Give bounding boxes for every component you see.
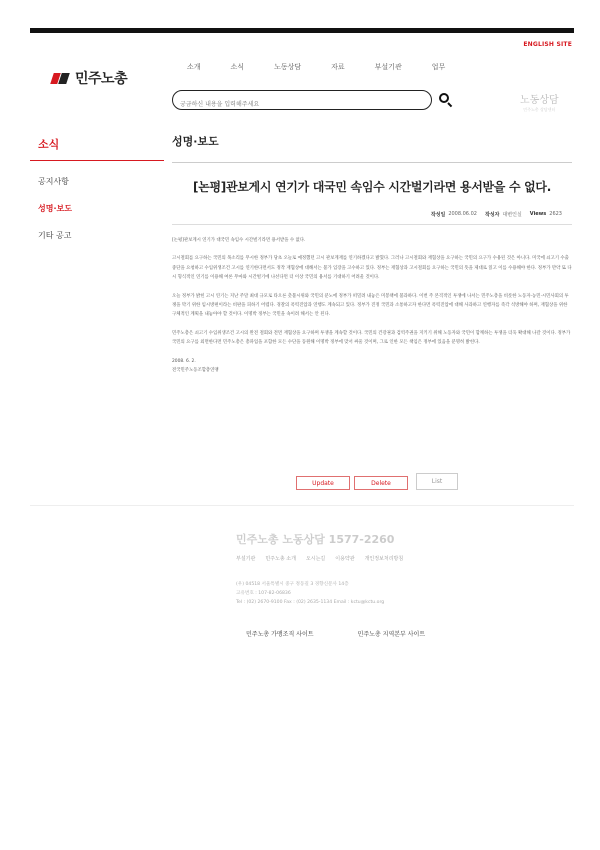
list-button[interactable]: List bbox=[416, 473, 458, 490]
page-title-divider bbox=[172, 162, 572, 163]
labor-counsel-link[interactable] bbox=[520, 91, 559, 113]
article-title: [논평]관보게시 연기가 대국민 속임수 시간벌기라면 용서받을 수 없다. bbox=[193, 180, 551, 194]
nav-item-resources[interactable]: 자료 bbox=[331, 63, 345, 71]
footer-link-intro[interactable]: 민주노총 소개 bbox=[265, 556, 296, 562]
labor-counsel-title: 노동상담 bbox=[520, 95, 559, 106]
footer-title: 민주노총 노동상담 1577-2260 bbox=[236, 533, 395, 546]
signature-date: 2008. 6. 2. bbox=[172, 358, 196, 364]
footer-contact: Tel : (02) 2670-9100 Fax : (02) 2635-1134 Email : kctu@kctu.org bbox=[236, 600, 385, 605]
footer-divider bbox=[30, 505, 574, 506]
views-label: Views bbox=[529, 211, 547, 217]
sidebar-title: 소식 bbox=[38, 138, 60, 151]
footer-link-affiliates[interactable]: 부설기관 bbox=[236, 556, 256, 562]
logo-text: 민주노총 bbox=[75, 71, 128, 87]
delete-button[interactable]: Delete bbox=[354, 476, 408, 490]
top-bar bbox=[30, 28, 574, 33]
logo-mark-icon bbox=[52, 71, 72, 85]
update-button[interactable]: Update bbox=[296, 476, 350, 490]
footer-link-directions[interactable]: 오시는길 bbox=[305, 556, 326, 562]
nav-item-intro[interactable]: 소개 bbox=[187, 63, 201, 71]
article-body bbox=[172, 236, 572, 375]
logo[interactable] bbox=[52, 68, 127, 88]
footer-sites bbox=[246, 629, 469, 638]
article-paragraph: 민주노총은 쇠고기 수입위생조건 고시의 완전 철회와 전면 재협상을 요구하며 투쟁을 계속할 것이다. 국민의 건강권과 검역주권을 지키기 위해 노동자와 국민이 함께하는 투쟁을 더욱 확대해 나갈 것이다. 정부가 국민의 요구를 외면한다면 민주노총은 총파업을 포함한 모든 수단을 동원해 이명박 정부에 맞서 싸울 것이며, 그로 인한 모든 책임은 정부에 있음을 분명히 밝힌다. bbox=[172, 330, 571, 346]
sidebar-item-statement[interactable]: 성명·보도 bbox=[38, 204, 72, 213]
footer-info bbox=[236, 580, 384, 607]
footer-site-affiliates[interactable]: 민주노총 가맹조직 사이트 bbox=[246, 631, 314, 638]
signature-org: 전국민주노동조합총연맹 bbox=[172, 368, 219, 374]
search-icon[interactable] bbox=[438, 92, 454, 108]
labor-counsel-subtitle: 민주노총 상담센터 bbox=[523, 107, 556, 112]
article-author: 대변인실 bbox=[502, 212, 522, 218]
footer-link-privacy[interactable]: 개인정보처리방침 bbox=[364, 556, 404, 562]
article-views: 2623 bbox=[549, 211, 562, 217]
article-meta bbox=[431, 211, 570, 218]
sidebar-divider bbox=[30, 160, 164, 161]
article-paragraph: 오늘 정부가 밝힌 고시 연기는 지난 주말 최대 규모로 타오른 촛불시위와 국민의 분노에 정부가 떠밀려 내놓은 미봉책에 불과하다. 이번 주 본격적인 투쟁에 나서는 민주노총을 비롯한 노동자·농민·시민사회의 투쟁을 막기 위한 임시방편이라는 비판을 피하기 어렵다. 경찰의 폭력진압과 연행도 계속되고 있다. 정부가 진정 국민과 소통하고자 한다면 폭력진압에 대해 사과하고 연행자를 즉각 석방해야 하며, 재협상을 위한 구체적인 계획을 내놓아야 할 것이다. 이명박 정부는 국민을 속이려 해서는 안 된다. bbox=[172, 293, 569, 318]
footer-business-no: 고유번호 : 107-82-06836 bbox=[236, 591, 291, 596]
nav-item-affiliates[interactable]: 부설기관 bbox=[374, 63, 402, 71]
english-site-link[interactable]: ENGLISH SITE bbox=[523, 41, 572, 48]
nav-item-work[interactable]: 업무 bbox=[431, 63, 446, 71]
footer-address: (우) 04518 서울특별시 중구 정동길 3 경향신문사 14층 bbox=[236, 582, 349, 587]
author-label: 작성자 bbox=[484, 212, 500, 218]
sidebar-item-other[interactable]: 기타 공고 bbox=[38, 231, 72, 240]
nav-item-news[interactable]: 소식 bbox=[230, 63, 245, 71]
article-paragraph: 고시철회를 요구하는 국민의 목소리를 무시한 정부가 당초 오늘로 예정했던 고시 관보게재를 연기하겠다고 밝혔다. 그러나 고시철회와 재협상을 요구하는 국민의 요구가 수용된 것은 아니다. 미국에 쇠고기 수출 중단을 요청하고 수입위생조건 고시를 연기한다면서도 정작 재협상에 대해서는 불가 입장을 고수하고 있다. 정부는 재협상과 고시철회를 요구하는 국민의 뜻을 제대로 읽고 이를 수용해야 한다. 정부가 만약 또 다시 형식적인 연기를 이용해 여론 무마와 시간벌기에 나선다면 더 이상 국민의 용서를 기대하기 어려울 것이다. bbox=[172, 256, 572, 281]
footer-links bbox=[236, 555, 413, 562]
article-actions bbox=[296, 476, 458, 490]
date-label: 작성일 bbox=[430, 212, 446, 218]
main-nav bbox=[187, 62, 475, 72]
page-title: 성명·보도 bbox=[172, 135, 219, 148]
article-paragraph: [논평]관보게시 연기가 대국민 속임수 시간벌기라면 용서받을 수 없다. bbox=[172, 238, 306, 243]
article-date: 2008.06.02 bbox=[448, 211, 477, 217]
sidebar-item-notice[interactable]: 공지사항 bbox=[38, 177, 69, 186]
search-box bbox=[172, 90, 432, 110]
sidebar-menu bbox=[38, 176, 72, 257]
footer-site-regional[interactable]: 민주노총 지역본부 사이트 bbox=[357, 631, 426, 638]
nav-item-counsel[interactable]: 노동상담 bbox=[274, 63, 302, 71]
footer-link-terms[interactable]: 이용약관 bbox=[335, 556, 355, 562]
search-input[interactable] bbox=[180, 96, 420, 114]
meta-divider bbox=[172, 224, 572, 225]
